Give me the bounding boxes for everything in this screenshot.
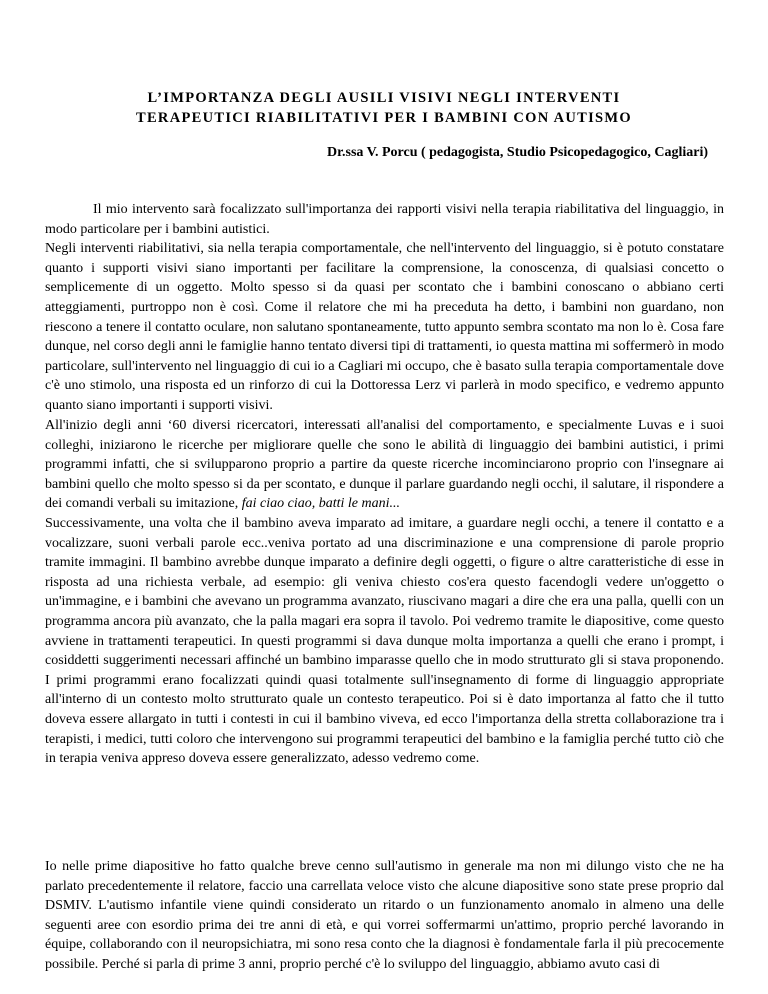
document-title: [60, 88, 708, 128]
section-1: [45, 200, 724, 416]
paragraph-programs: Successivamente, una volta che il bambino aveva imparato ad imitare, a guardare negli occhi, a tenere il contatto e a vocalizzare, suoni verbali parole ecc..veniva portato ad una discriminazione e una comprensione di parole proprio tramite immagini. Il bambino avrebbe dunque imparato a definire degli oggetti, o figure o altre caratteristiche di esse in risposta ad una richiesta verbale, ad esempio: gli veniva chiesto cos'era questo facendogli vedere un'oggetto o un'immagine, e i bambini che avevano un programma avanzato, riuscivano magari a dire che era una palla, quelli con un programma ancora più avanzato, che la palla magari era sopra il tavolo. Poi vedremo tramite le diapositive, come questo avviene in trattamenti terapeutici. In questi programmi si dava dunque molta importanza a quelli che erano i prompt, i cosiddetti suggerimenti necessari affinché un bambino imparasse quello che in modo strutturato gli si stava proponendo. I primi programmi erano focalizzati quindi quasi totalmente sull'insegnamento di forme di linguaggio appropriate all'interno di un contesto molto strutturato quale un contesto terapeutico. Poi si è dato importanza al fatto che il tutto doveva essere allargato in tutti i contesti in cui il bambino viveva, ed ecco l'importanza della stretta collaborazione tra i terapisti, i medici, tutti coloro che intervengono sui programmi terapeutici del bambino e la famiglia perché tutto ciò che in terapia veniva appreso doveva essere generalizzato, adesso vedremo come.: [45, 515, 724, 767]
paragraph-intro: Il mio intervento sarà focalizzato sull'importanza dei rapporti visivi nella terapia riabilitativa del linguaggio, in modo particolare per i bambini autistici.: [45, 202, 724, 237]
section-2: [45, 416, 724, 769]
paragraph-research-text: All'inizio degli anni ‘60 diversi ricercatori, interessati all'analisi del comportamento, e specialmente Luvas e i suoi colleghi, iniziarono le ricerche per migliorare quelle che sono le abilità di linguaggio dei bambini autistici, i primi programmi infatti, che si svilupparono proprio a partire da queste ricerche incominciarono proprio con l'insegnare ai bambini quello che molto spesso si da per scontato, e dunque il parlare guardando negli occhi, il salutare, il rispondere a dei comandi verbali su imitazione,: [45, 418, 724, 512]
title-line-1: L’IMPORTANZA DEGLI AUSILI VISIVI NEGLI INTERVENTI: [147, 90, 621, 106]
paragraph-research-history: [45, 416, 724, 514]
author-line: Dr.ssa V. Porcu ( pedagogista, Studio Psicopedagogico, Cagliari): [326, 145, 708, 160]
paragraph-research-italic: fai ciao ciao, batti le mani...: [241, 496, 400, 512]
section-3: [45, 857, 724, 975]
paragraph-interventions: Negli interventi riabilitativi, sia nella terapia comportamentale, che nell'intervento del linguaggio, si è potuto constatare quanto i supporti visivi siano importanti per facilitare la comprensione, la conoscenza, di qualsiasi concetto o semplicemente di un oggetto. Molto spesso si da quasi per scontato che i bambini conoscano o abbiano certi atteggiamenti, purtroppo non è così. Come il relatore che mi ha preceduta ha detto, i bambini non guardano, non riescono a tenere il contatto oculare, non salutano spontaneamente, tutto appunto sembra scontato ma non lo è. Cosa fare dunque, nel corso degli anni le famiglie hanno tentato diversi tipi di trattamenti, io questa mattina mi soffermerò in modo particolare, sull'intervento nel linguaggio di cui io a Cagliari mi occupo, che è basato sulla terapia comportamentale dove c'è uno stimolo, una risposta ed un rinforzo di cui la Dottoressa Lerz vi parlerà in modo specifico, e vedremo appunto quanto siano importanti i supporti visivi.: [45, 241, 724, 413]
title-line-2: TERAPEUTICI RIABILITATIVI PER I BAMBINI CON AUTISMO: [135, 110, 632, 126]
paragraph-diagnosis: Io nelle prime diapositive ho fatto qualche breve cenno sull'autismo in generale ma non mi dilungo visto che ne ha parlato precedentemente il relatore, faccio una carrellata veloce visto che alcune diapositive sono state prese proprio dal DSMIV. L'autismo infantile viene quindi considerato un ritardo o un funzionamento anomalo in almeno una delle seguenti aree con esordio prima dei tre anni di età, e qui vorrei soffermarmi un'attimo, proprio perché lavorando in équipe, collaborando con il neuropsichiatra, mi sono resa conto che la diagnosi è fondamentale farla il più precocemente possibile. Perché si parla di prime 3 anni, proprio perché c'è lo sviluppo del linguaggio, abbiamo avuto casi di: [45, 859, 724, 972]
